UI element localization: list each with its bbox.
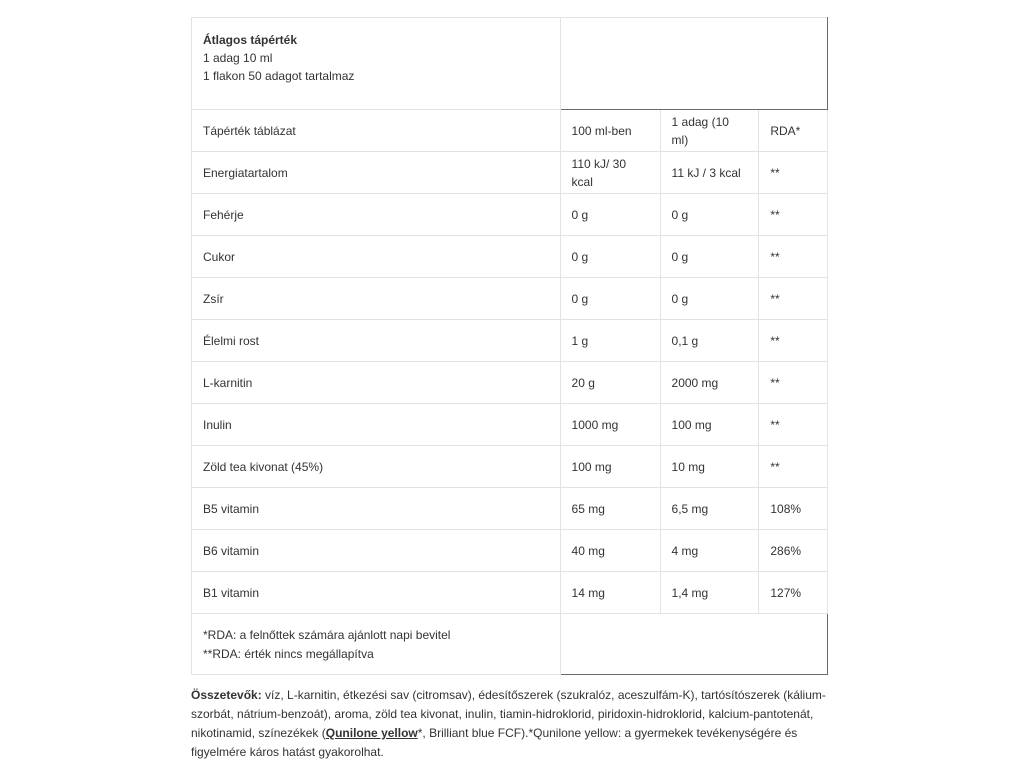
footnote-rda-not-set: **RDA: érték nincs megállapítva bbox=[203, 647, 374, 661]
ingredients-paragraph bbox=[191, 686, 831, 762]
nutrient-name: Energiatartalom bbox=[192, 152, 561, 194]
rda-value: ** bbox=[759, 404, 828, 446]
footnote-rda: *RDA: a felnőttek számára ajánlott napi bevitel bbox=[203, 628, 451, 642]
rda-value: ** bbox=[759, 446, 828, 488]
nutrient-name: Cukor bbox=[192, 236, 561, 278]
value-per-serving: 0,1 g bbox=[660, 320, 759, 362]
column-header-row bbox=[192, 110, 828, 152]
value-per-100ml: 1000 mg bbox=[560, 404, 660, 446]
rda-value: ** bbox=[759, 320, 828, 362]
nutrition-table-container bbox=[191, 17, 828, 675]
column-header-per-serving: 1 adag (10 ml) bbox=[660, 110, 759, 152]
rda-value: ** bbox=[759, 362, 828, 404]
value-per-serving: 0 g bbox=[660, 236, 759, 278]
value-per-serving: 0 g bbox=[660, 194, 759, 236]
rda-value: ** bbox=[759, 194, 828, 236]
nutrient-name: L-karnitin bbox=[192, 362, 561, 404]
ingredients-text-after: *, Brilliant blue FCF).*Qunilone yellow: a gyermekek tevékenységére és figyelmére káros hatást gyakorolhat. bbox=[191, 726, 798, 759]
column-header-name: Tápérték táblázat bbox=[192, 110, 561, 152]
value-per-serving: 10 mg bbox=[660, 446, 759, 488]
footnote-row bbox=[192, 614, 828, 675]
value-per-100ml: 100 mg bbox=[560, 446, 660, 488]
header-title: Átlagos tápérték bbox=[203, 33, 298, 47]
ingredients-label: Összetevők: bbox=[191, 688, 262, 702]
table-row bbox=[192, 236, 828, 278]
value-per-serving: 6,5 mg bbox=[660, 488, 759, 530]
table-row bbox=[192, 320, 828, 362]
footnote-empty-cell bbox=[560, 614, 827, 675]
value-per-serving: 2000 mg bbox=[660, 362, 759, 404]
table-row bbox=[192, 152, 828, 194]
rda-value: 286% bbox=[759, 530, 828, 572]
column-header-rda: RDA* bbox=[759, 110, 828, 152]
table-row bbox=[192, 278, 828, 320]
value-per-serving: 1,4 mg bbox=[660, 572, 759, 614]
table-row bbox=[192, 488, 828, 530]
nutrient-name: B6 vitamin bbox=[192, 530, 561, 572]
value-per-100ml: 65 mg bbox=[560, 488, 660, 530]
rda-value: ** bbox=[759, 152, 828, 194]
value-per-100ml: 14 mg bbox=[560, 572, 660, 614]
nutrient-name: Zöld tea kivonat (45%) bbox=[192, 446, 561, 488]
value-per-serving: 11 kJ / 3 kcal bbox=[660, 152, 759, 194]
nutrient-name: Inulin bbox=[192, 404, 561, 446]
servings-per-bottle: 1 flakon 50 adagot tartalmaz bbox=[203, 69, 355, 83]
rda-value: ** bbox=[759, 236, 828, 278]
footnote-cell bbox=[192, 614, 561, 675]
rda-value: 127% bbox=[759, 572, 828, 614]
table-row bbox=[192, 362, 828, 404]
rda-value: 108% bbox=[759, 488, 828, 530]
value-per-100ml: 0 g bbox=[560, 236, 660, 278]
nutrient-name: Fehérje bbox=[192, 194, 561, 236]
table-row bbox=[192, 194, 828, 236]
value-per-serving: 4 mg bbox=[660, 530, 759, 572]
table-row bbox=[192, 446, 828, 488]
value-per-serving: 0 g bbox=[660, 278, 759, 320]
table-row bbox=[192, 572, 828, 614]
header-empty-cell bbox=[560, 18, 827, 110]
column-header-per-100ml: 100 ml-ben bbox=[560, 110, 660, 152]
value-per-serving: 100 mg bbox=[660, 404, 759, 446]
ingredients-highlight: Qunilone yellow bbox=[325, 726, 418, 740]
nutrition-table bbox=[191, 17, 828, 675]
table-row bbox=[192, 530, 828, 572]
header-info-cell bbox=[192, 18, 561, 110]
nutrient-name: B1 vitamin bbox=[192, 572, 561, 614]
value-per-100ml: 0 g bbox=[560, 194, 660, 236]
rda-value: ** bbox=[759, 278, 828, 320]
nutrient-name: Élelmi rost bbox=[192, 320, 561, 362]
table-row bbox=[192, 404, 828, 446]
nutrient-name: Zsír bbox=[192, 278, 561, 320]
value-per-100ml: 40 mg bbox=[560, 530, 660, 572]
nutrient-name: B5 vitamin bbox=[192, 488, 561, 530]
value-per-100ml: 110 kJ/ 30 kcal bbox=[560, 152, 660, 194]
value-per-100ml: 20 g bbox=[560, 362, 660, 404]
value-per-100ml: 0 g bbox=[560, 278, 660, 320]
serving-size: 1 adag 10 ml bbox=[203, 51, 273, 65]
table-header-row bbox=[192, 18, 828, 110]
ingredients-text-before: víz, L-karnitin, étkezési sav (citromsav), édesítőszerek (szukralóz, aceszulfám-K), tartósítószerek (kálium-szorbát, nátrium-benzoát), aroma, zöld tea kivonat, inulin, tiamin-hidroklorid, piridoxin-hidroklorid, kalcium-pantotenát, nikotinamid, színezékek ( bbox=[191, 688, 826, 740]
value-per-100ml: 1 g bbox=[560, 320, 660, 362]
